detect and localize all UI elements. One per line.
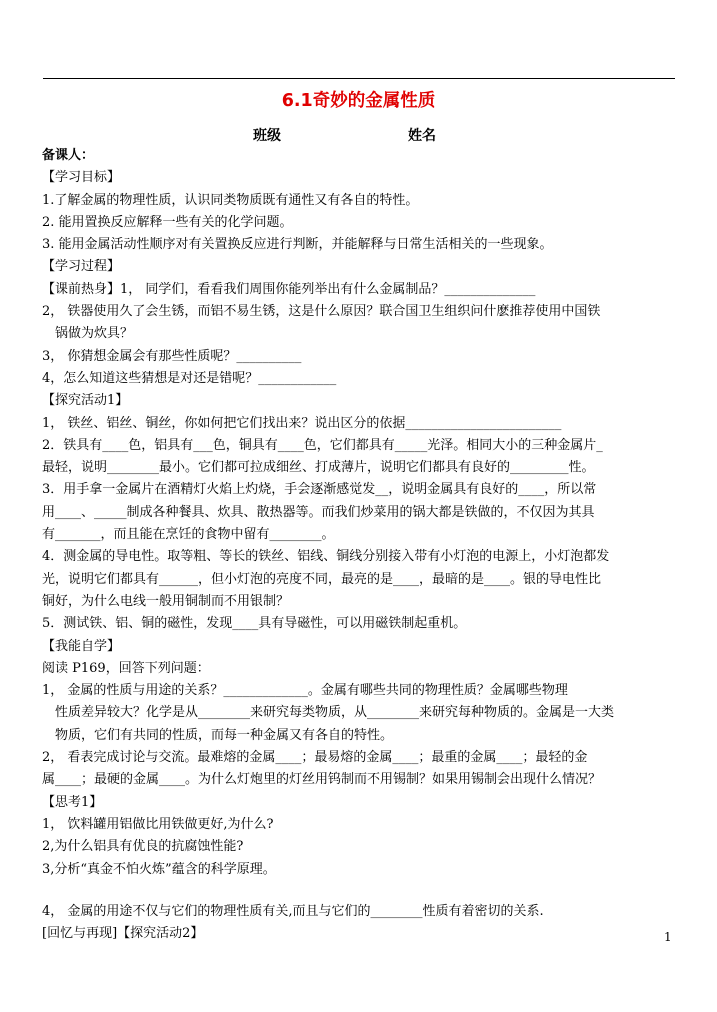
document-body	[42, 145, 680, 945]
page-number: 1	[664, 930, 672, 944]
section-heading-objectives: 【学习目标】	[42, 170, 121, 186]
activity-1-q4: 4．测金属的导电性。取等粗、等长的铁丝、铝线、铜线分别接入带有小灯泡的电源上，小灯泡都发	[42, 549, 610, 565]
section-heading-activity-2: [回忆与再现]【探究活动2】	[42, 926, 204, 942]
activity-1-q4-cont-2: 铜好，为什么电线一般用铜制而不用银制？	[42, 593, 290, 609]
activity-1-q2-cont: 最轻，说明________最小。它们都可拉成细丝、打成薄片，说明它们都具有良好的_________性。	[42, 460, 595, 476]
activity-1-q4-cont: 光，说明它们都具有______，但小灯泡的亮度不同，最亮的是____，最暗的是____。银的导电性比	[42, 571, 602, 587]
think-q3: 3,分析“真金不怕火炼”蕴含的科学原理。	[42, 861, 276, 877]
activity-1-q3-cont: 用____、_____制成各种餐具、炊具、散热器等。而我们炒菜用的锅大都是铁做的，不仅因为其具	[42, 504, 595, 520]
self-study-q1-cont: 性质差异较大？化学是从________来研究每类物质，从________来研究每种物质的。金属是一大类	[55, 705, 615, 721]
self-study-q1: 1， 金属的性质与用途的关系？_____________。金属有哪些共同的物理性质？金属哪些物理	[42, 683, 568, 699]
think-q4: 4， 金属的用途不仅与它们的物理性质有关,而且与它们的________性质有着密切的关系.	[42, 903, 544, 919]
activity-1-q5: 5．测试铁、铝、铜的磁性，发现____具有导磁性，可以用磁铁制起重机。	[42, 616, 467, 632]
self-study-q2: 2， 看表完成讨论与交流。最难熔的金属____；最易熔的金属____；最重的金属____；最轻的金	[42, 750, 588, 766]
preparer-label: 备课人：	[42, 148, 95, 163]
section-heading-activity-1: 【探究活动1】	[42, 393, 129, 409]
activity-1-q1: 1， 铁丝、铝丝、铜丝，你如何把它们找出来？说出区分的依据________________________	[42, 415, 562, 431]
activity-1-q3-cont-2: 有_______，而且能在烹饪的食物中留有________。	[42, 527, 335, 543]
warmup-q2: 2， 铁器使用久了会生锈，而铝不易生锈，这是什么原因？联合国卫生组织问什麽推荐使用中国铁	[42, 304, 601, 320]
self-study-q2-cont: 属____；最硬的金属____。为什么灯炮里的灯丝用钨制而不用锡制？如果用锡制会出现什么情况？	[42, 772, 602, 788]
activity-1-q2: 2．铁具有____色，铝具有___色，铜具有____色，它们都具有_____光泽。相同大小的三种金属片_	[42, 437, 603, 453]
self-study-q1-cont-2: 物质，它们有共同的性质，而每一种金属又有各自的特性。	[55, 727, 394, 743]
warmup-q1: 【课前热身】1， 同学们，看看我们周围你能列举出有什么金属制品？______________	[42, 281, 536, 297]
header-rule	[43, 78, 675, 79]
class-label: 班级	[253, 128, 281, 144]
section-heading-think-1: 【思考1】	[42, 794, 103, 810]
name-label: 姓名	[408, 128, 436, 144]
think-q1: 1， 饮料罐用铝做比用铁做更好,为什么?	[42, 816, 274, 832]
page-title: 6.1奇妙的金属性质	[281, 91, 436, 111]
think-q2: 2,为什么铝具有优良的抗腐蚀性能?	[42, 839, 244, 855]
objective-3: 3. 能用金属活动性顺序对有关置换反应进行判断，并能解释与日常生活相关的一些现象。	[42, 237, 553, 253]
warmup-q2-cont: 锅做为炊具？	[55, 326, 134, 342]
activity-1-q3: 3．用手拿一金属片在酒精灯火焰上灼烧，手会逐渐感觉发__，说明金属具有良好的____，所以常	[42, 482, 597, 498]
self-study-intro: 阅读 P169，回答下列问题：	[42, 660, 210, 676]
objective-2: 2. 能用置换反应解释一些有关的化学问题。	[42, 214, 293, 230]
section-heading-process: 【学习过程】	[42, 259, 121, 275]
warmup-q3: 3， 你猜想金属会有那些性质呢？__________	[42, 348, 302, 364]
warmup-q4: 4，怎么知道这些猜想是对还是错呢？____________	[42, 370, 337, 386]
objective-1: 1.了解金属的物理性质，认识同类物质既有通性又有各自的特性。	[42, 192, 419, 208]
section-heading-self-study: 【我能自学】	[42, 638, 121, 654]
